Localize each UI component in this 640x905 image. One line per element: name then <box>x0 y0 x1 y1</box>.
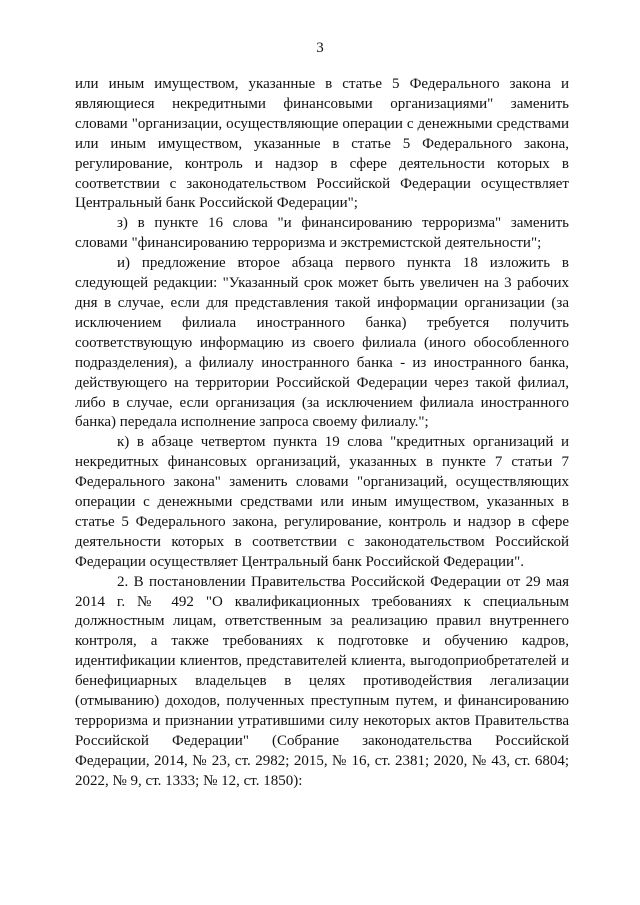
paragraph-item-z: з) в пункте 16 слова "и финансированию терроризма" заменить словами "финансированию терроризма и экстремистской деятельности"; <box>75 215 569 252</box>
paragraph-item-k: к) в абзаце четвертом пункта 19 слова "кредитных организаций и некредитных финансовых организаций, указанных в пункте 7 статьи 7 Федерального закона" заменить словами "организаций, осуществляющих операции с денежными средствами или иным имуществом, указанных в статье 5 Федерального закона, регулирование, контроль и надзор в сфере деятельности которых в соответствии с законодательством Российской Федерации осуществляет Центральный банк Российской Федерации". <box>75 434 569 570</box>
paragraph-point-2: 2. В постановлении Правительства Российской Федерации от 29 мая 2014 г. № 492 "О квалификационных требованиях к специальным должностным лицам, ответственным за реализацию правил внутреннего контроля, а также требованиях к подготовке и обучению кадров, идентификации клиентов, представителей клиента, выгодоприобретателей и бенефициарных владельцев в целях противодействия легализации (отмыванию) доходов, полученных преступным путем, и финансированию терроризма и признании утратившими силу некоторых актов Правительства Российской Федерации" (Собрание законодательства Российской Федерации, 2014, № 23, ст. 2982; 2015, № 16, ст. 2381; 2020, № 43, ст. 6804; 2022, № 9, ст. 1333; № 12, ст. 1850): <box>75 573 569 789</box>
paragraph-continuation: или иным имуществом, указанные в статье 5 Федерального закона и являющиеся некредитными финансовыми организациями" заменить словами "организации, осуществляющие операции с денежными средствами или иным имуществом, указанные в статье 5 Федерального закона, регулирование, контроль и надзор в сфере деятельности которых в соответствии с законодательством Российской Федерации осуществляет Центральный банк Российской Федерации"; <box>75 76 569 212</box>
document-body <box>75 75 569 792</box>
paragraph-item-i: и) предложение второе абзаца первого пункта 18 изложить в следующей редакции: "Указанный срок может быть увеличен на 3 рабочих дня в случае, если для представления такой информации организации (за исключением филиала иностранного банка) требуется получить соответствующую информацию из своего филиала (иного обособленного подразделения), а филиалу иностранного банка - из иностранного банка, действующего на территории Российской Федерации через такой филиал, либо в случае, если организация (за исключением филиала иностранного банка) передала исполнение запроса своему филиалу."; <box>75 255 569 431</box>
page-number: 3 <box>316 40 324 56</box>
